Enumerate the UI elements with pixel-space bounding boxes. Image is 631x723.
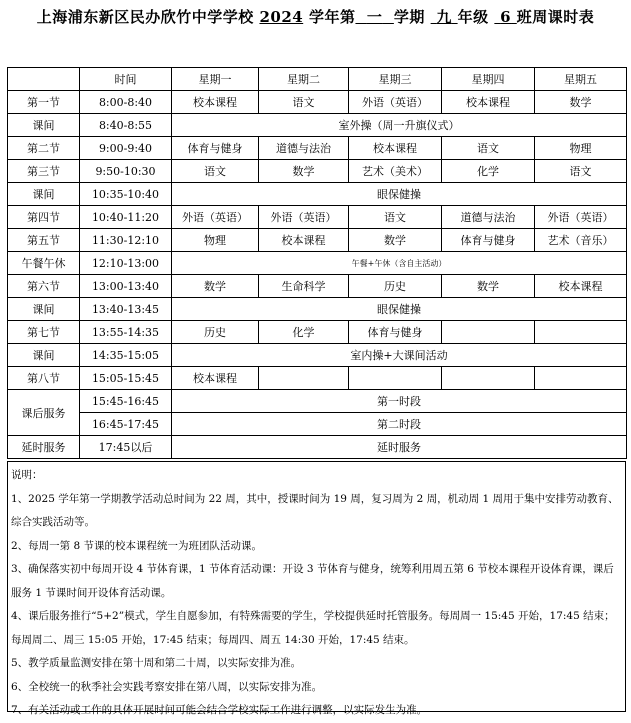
schedule-row: [8, 344, 627, 367]
period-label: 课间: [8, 344, 80, 367]
subject-cell: 校本课程: [442, 91, 535, 114]
subject-cell: 艺术（美术）: [349, 160, 442, 183]
period-label: 第二节: [8, 137, 80, 160]
period-label: 第五节: [8, 229, 80, 252]
header-row: [8, 68, 627, 91]
subject-cell: 校本课程: [259, 229, 349, 252]
subject-cell: [535, 321, 627, 344]
note-item-3: 3、确保落实初中每周开设 4 节体育课，1 节体育活动课：开设 3 节体育与健身，统筹利用周五第 6 节校本课程开设体育课，课后服务 1 节课时间开设体育活动课。: [11, 563, 614, 599]
period-label: 第七节: [8, 321, 80, 344]
activity-cell: 室内操+大课间活动: [172, 344, 627, 367]
subject-cell: [442, 321, 535, 344]
title-school: 上海浦东新区民办欣竹中学学校: [36, 8, 254, 26]
subject-cell: 化学: [259, 321, 349, 344]
page-title: [0, 6, 631, 27]
after-school-label: 课后服务: [8, 390, 80, 436]
period-label: 课间: [8, 298, 80, 321]
extended-service-row: [8, 436, 627, 459]
subject-cell: 历史: [172, 321, 259, 344]
subject-cell: 语文: [535, 160, 627, 183]
subject-cell: 校本课程: [172, 367, 259, 390]
period-label: 课间: [8, 183, 80, 206]
header-cell: 时间: [80, 68, 172, 91]
subject-cell: 化学: [442, 160, 535, 183]
period-label: 第三节: [8, 160, 80, 183]
subject-cell: [442, 367, 535, 390]
notes-heading: 说明：: [11, 469, 43, 481]
period-time: 16:45-17:45: [80, 413, 172, 436]
schedule-row: [8, 160, 627, 183]
title-text-1: 学年第: [308, 8, 356, 26]
period-label: 第八节: [8, 367, 80, 390]
after-school-row-1: [8, 390, 627, 413]
schedule-row: [8, 114, 627, 137]
activity-cell: 午餐+午休（含自主活动）: [172, 252, 627, 275]
period-time: 11:30-12:10: [80, 229, 172, 252]
note-item-5: 5、教学质量监测安排在第十周和第二十周，以实际安排为准。: [11, 657, 302, 669]
subject-cell: 校本课程: [349, 137, 442, 160]
period-time: 14:35-15:05: [80, 344, 172, 367]
subject-cell: [535, 367, 627, 390]
schedule-row: [8, 321, 627, 344]
period-time: 12:10-13:00: [80, 252, 172, 275]
period-time: 8:40-8:55: [80, 114, 172, 137]
activity-cell: 眼保健操: [172, 298, 627, 321]
subject-cell: 物理: [172, 229, 259, 252]
schedule-row: [8, 275, 627, 298]
subject-cell: 语文: [259, 91, 349, 114]
note-item-6: 6、全校统一的秋季社会实践考察安排在第八周，以实际安排为准。: [11, 680, 323, 693]
subject-cell: 数学: [349, 229, 442, 252]
subject-cell: 数学: [442, 275, 535, 298]
subject-cell: 数学: [259, 160, 349, 183]
period-time: 15:05-15:45: [80, 367, 172, 390]
header-cell: 星期五: [535, 68, 627, 91]
header-corner: [8, 68, 80, 91]
header-cell: 星期二: [259, 68, 349, 91]
period-time: 15:45-16:45: [80, 390, 172, 413]
title-text-4: 班周课时表: [516, 8, 595, 26]
schedule-table: [7, 67, 627, 459]
header-cell: 星期三: [349, 68, 442, 91]
subject-cell: 道德与法治: [442, 206, 535, 229]
period-time: 10:40-11:20: [80, 206, 172, 229]
header-cell: 星期一: [172, 68, 259, 91]
schedule-row: [8, 91, 627, 114]
note-item-7: 7、有关活动或工作的具体开展时间可能会结合学校实际工作进行调整，以实际发生为准。: [11, 704, 428, 716]
schedule-row: [8, 206, 627, 229]
period-time: 13:40-13:45: [80, 298, 172, 321]
period-time: 10:35-10:40: [80, 183, 172, 206]
schedule-row: [8, 137, 627, 160]
schedule-row: [8, 298, 627, 321]
activity-cell: 第一时段: [172, 390, 627, 413]
period-time: 9:00-9:40: [80, 137, 172, 160]
note-item-2: 2、每周一第 8 节课的校本课程统一为班团队活动课。: [11, 539, 263, 552]
note-item-1: 1、2025 学年第一学期教学活动总时间为 22 周，其中，授课时间为 19 周，复习周为 2 周，机动周 1 周用于集中安排劳动教育、综合实践活动等。: [11, 492, 619, 528]
header-cell: 星期四: [442, 68, 535, 91]
schedule-row: [8, 367, 627, 390]
period-time: 13:55-14:35: [80, 321, 172, 344]
subject-cell: 生命科学: [259, 275, 349, 298]
title-grade: 九: [436, 8, 452, 26]
subject-cell: [259, 367, 349, 390]
period-label: 午餐午休: [8, 252, 80, 275]
subject-cell: 外语（英语）: [259, 206, 349, 229]
period-label: 第六节: [8, 275, 80, 298]
title-text-2: 学期: [393, 8, 425, 26]
subject-cell: 体育与健身: [442, 229, 535, 252]
subject-cell: 体育与健身: [172, 137, 259, 160]
subject-cell: 艺术（音乐）: [535, 229, 627, 252]
note-item-4: 4、课后服务推行“5+2”模式，学生自愿参加，有特殊需要的学生，学校提供延时托管服务。每周周一 15:45 开始，17:45 结束；每周周二、周三 15:05 开始，17:45 结束；每周四、周五 14:30 开始，17:45 结束。: [11, 610, 615, 646]
activity-cell: 室外操（周一升旗仪式）: [172, 114, 627, 137]
period-label: 课间: [8, 114, 80, 137]
period-time: 13:00-13:40: [80, 275, 172, 298]
schedule-row: [8, 252, 627, 275]
schedule-row: [8, 183, 627, 206]
title-class: 6: [500, 8, 512, 26]
after-school-row-2: [8, 413, 627, 436]
notes-section: [7, 461, 626, 716]
subject-cell: 语文: [442, 137, 535, 160]
activity-cell: 第二时段: [172, 413, 627, 436]
subject-cell: 数学: [535, 91, 627, 114]
subject-cell: 数学: [172, 275, 259, 298]
subject-cell: 外语（英语）: [535, 206, 627, 229]
schedule-row: [8, 229, 627, 252]
subject-cell: 物理: [535, 137, 627, 160]
title-year: 2024: [259, 8, 304, 26]
subject-cell: 外语（英语）: [349, 91, 442, 114]
subject-cell: 外语（英语）: [172, 206, 259, 229]
subject-cell: 道德与法治: [259, 137, 349, 160]
title-term: 一: [366, 8, 383, 26]
subject-cell: 语文: [349, 206, 442, 229]
extended-label: 延时服务: [8, 436, 80, 459]
subject-cell: 历史: [349, 275, 442, 298]
subject-cell: [349, 367, 442, 390]
subject-cell: 体育与健身: [349, 321, 442, 344]
period-time: 17:45以后: [80, 436, 172, 459]
period-label: 第一节: [8, 91, 80, 114]
period-time: 8:00-8:40: [80, 91, 172, 114]
period-label: 第四节: [8, 206, 80, 229]
period-time: 9:50-10:30: [80, 160, 172, 183]
subject-cell: 语文: [172, 160, 259, 183]
activity-cell: 延时服务: [172, 436, 627, 459]
subject-cell: 校本课程: [535, 275, 627, 298]
activity-cell: 眼保健操: [172, 183, 627, 206]
title-text-3: 年级: [457, 8, 489, 26]
subject-cell: 校本课程: [172, 91, 259, 114]
